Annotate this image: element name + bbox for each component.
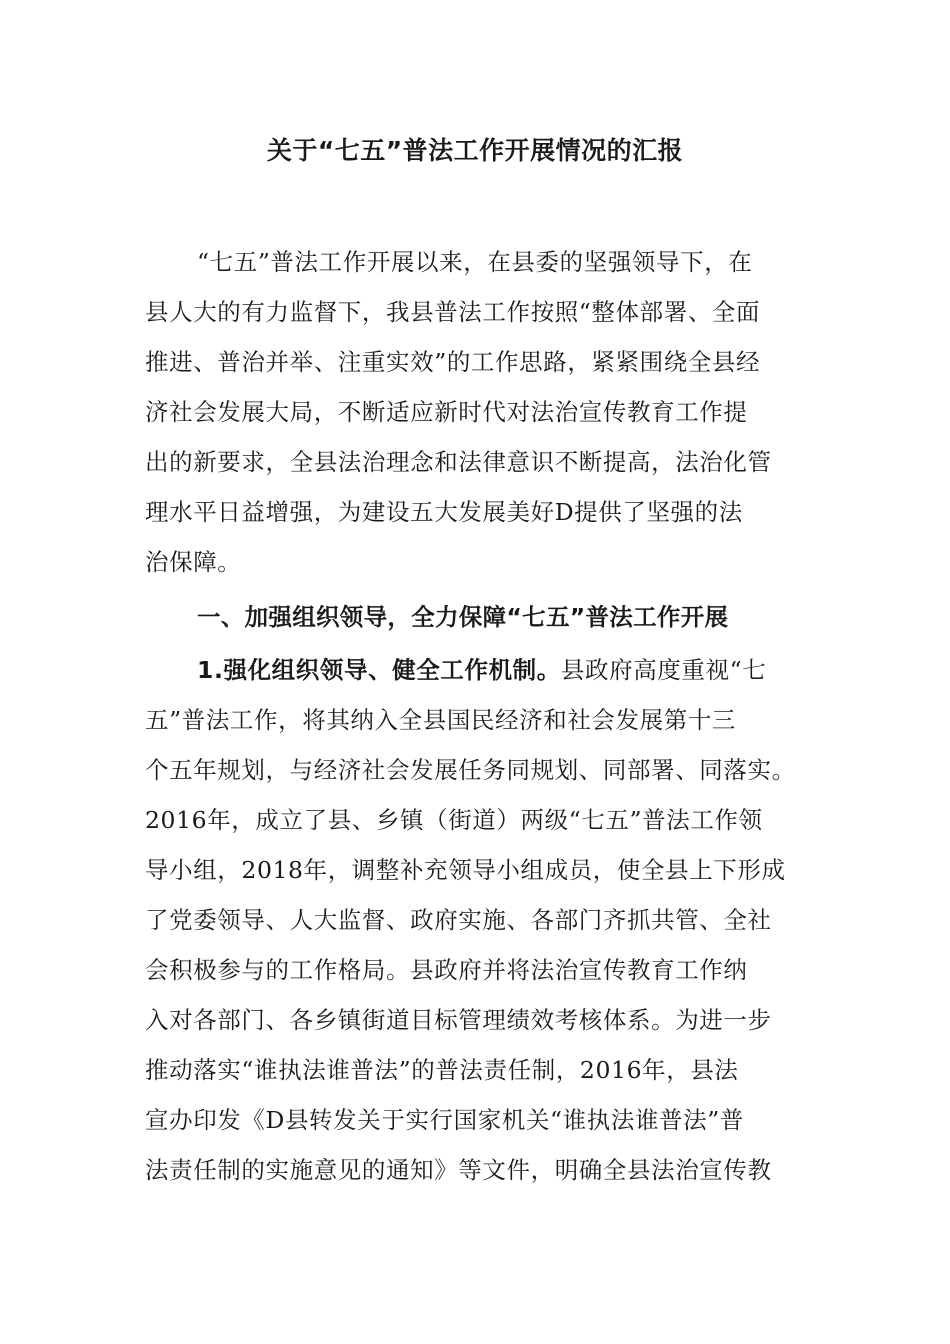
paragraph-line: 了党委领导、人大监督、政府实施、各部门齐抓共管、全社 xyxy=(145,906,772,934)
paragraph-line: 入对各部门、各乡镇街道目标管理绩效考核体系。为进一步 xyxy=(145,1006,772,1034)
paragraph-line xyxy=(145,645,805,695)
section-heading: 一、加强组织领导，全力保障“七五”普法工作开展 xyxy=(197,603,729,631)
paragraph-line: 出的新要求，全县法治理念和法律意识不断提高，法治化管 xyxy=(145,448,772,476)
paragraph-line: 个五年规划，与经济社会发展任务同规划、同部署、同落实。 xyxy=(145,756,796,784)
paragraph-line: 会积极参与的工作格局。县政府并将法治宣传教育工作纳 xyxy=(145,956,748,984)
paragraph-line: 理水平日益增强，为建设五大发展美好D提供了坚强的法 xyxy=(145,498,743,526)
paragraph-line: 推进、普治并举、注重实效”的工作思路，紧紧围绕全县经 xyxy=(145,348,761,376)
paragraph-line: “七五”普法工作开展以来，在县委的坚强领导下，在 xyxy=(197,248,753,276)
paragraph-line: 治保障。 xyxy=(145,548,242,576)
subsection-first-line-text: 县政府高度重视“七 xyxy=(560,656,767,684)
paragraph-line: 导小组，2018年，调整补充领导小组成员，使全县上下形成 xyxy=(145,856,786,884)
paragraph-line: 县人大的有力监督下，我县普法工作按照“整体部署、全面 xyxy=(145,298,761,326)
paragraph-line: 法责任制的实施意见的通知》等文件，明确全县法治宣传教 xyxy=(145,1156,772,1184)
intro-paragraph xyxy=(145,237,805,587)
paragraph-line: 五”普法工作，将其纳入全县国民经济和社会发展第十三 xyxy=(145,706,737,734)
document-title: 关于“七五”普法工作开展情况的汇报 xyxy=(266,136,684,165)
paragraph-line: 宣办印发《D县转发关于实行国家机关“谁执法谁普法”普 xyxy=(145,1106,744,1134)
paragraph-line: 济社会发展大局，不断适应新时代对法治宣传教育工作提 xyxy=(145,398,748,426)
paragraph-line: 推动落实“谁执法谁普法”的普法责任制，2016年，县法 xyxy=(145,1056,739,1084)
subsection-title: 1.强化组织领导、健全工作机制。 xyxy=(197,656,561,684)
paragraph-line: 2016年，成立了县、乡镇（街道）两级“七五”普法工作领 xyxy=(145,806,763,834)
subsection-paragraph xyxy=(145,645,805,1195)
